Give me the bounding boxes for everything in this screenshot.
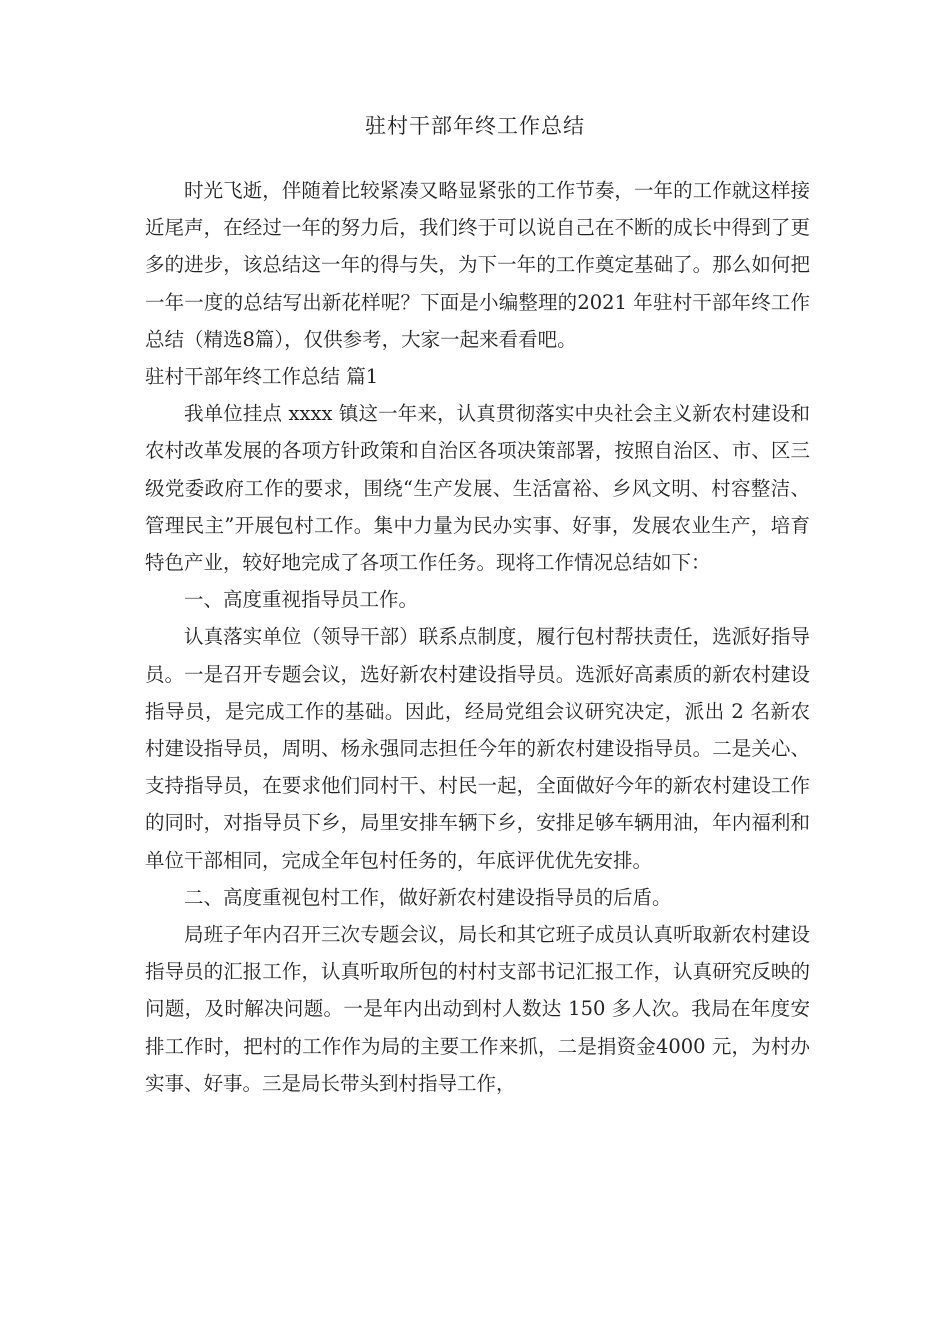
subheading-paragraph: 二、高度重视包村工作，做好新农村建设指导员的后盾。 bbox=[184, 885, 672, 909]
body-paragraph: 认真落实单位（领导干部）联系点制度，履行包村帮扶责任，选派好指导员。一是召开专题会议，选好新农村建设指导员。选派好高素质的新农村建设指导员，是完成工作的基础。因此，经局党组会议研究决定，派出 2 名新农村建设指导员，周明、杨永强同志担任今年的新农村建设指导员。二是关心、支持指导员，在要求他们同村干、村民一起，全面做好今年的新农村建设工作的同时，对指导员下乡，局里安排车辆下乡，安排足够车辆用油，年内福利和单位干部相同，完成全年包村任务的，年底评优优先安排。 bbox=[145, 625, 810, 872]
body-paragraph: 我单位挂点 xxxx 镇这一年来，认真贯彻落实中央社会主义新农村建设和农村改革发展的各项方针政策和自治区各项决策部署，按照自治区、市、区三级党委政府工作的要求，围绕“生产发展、生活富裕、乡风文明、村容整洁、管理民主”开展包村工作。集中力量为民办实事、好事，发展农业生产，培育特色产业，较好地完成了各项工作任务。现将工作情况总结如下： bbox=[145, 402, 810, 575]
section-heading: 驻村干部年终工作总结 篇1 bbox=[145, 365, 379, 389]
subheading-paragraph: 一、高度重视指导员工作。 bbox=[184, 588, 419, 612]
document-body bbox=[145, 172, 810, 1102]
document-title: 驻村干部年终工作总结 bbox=[365, 114, 585, 138]
body-paragraph: 局班子年内召开三次专题会议，局长和其它班子成员认真听取新农村建设指导员的汇报工作，认真听取所包的村村支部书记汇报工作，认真研究反映的问题，及时解决问题。一是年内出动到村人数达 150 多人次。我局在年度安排工作时，把村的工作作为局的主要工作来抓，二是捐资金4000 元，为村办实事、好事。三是局长带头到村指导工作， bbox=[145, 923, 810, 1095]
intro-paragraph: 时光飞逝，伴随着比较紧凑又略显紧张的工作节奏，一年的工作就这样接近尾声，在经过一年的努力后，我们终于可以说自己在不断的成长中得到了更多的进步，该总结这一年的得与失，为下一年的工作奠定基础了。那么如何把一年一度的总结写出新花样呢？下面是小编整理的2021 年驻村干部年终工作总结（精选8篇），仅供参考，大家一起来看看吧。 bbox=[145, 179, 810, 351]
